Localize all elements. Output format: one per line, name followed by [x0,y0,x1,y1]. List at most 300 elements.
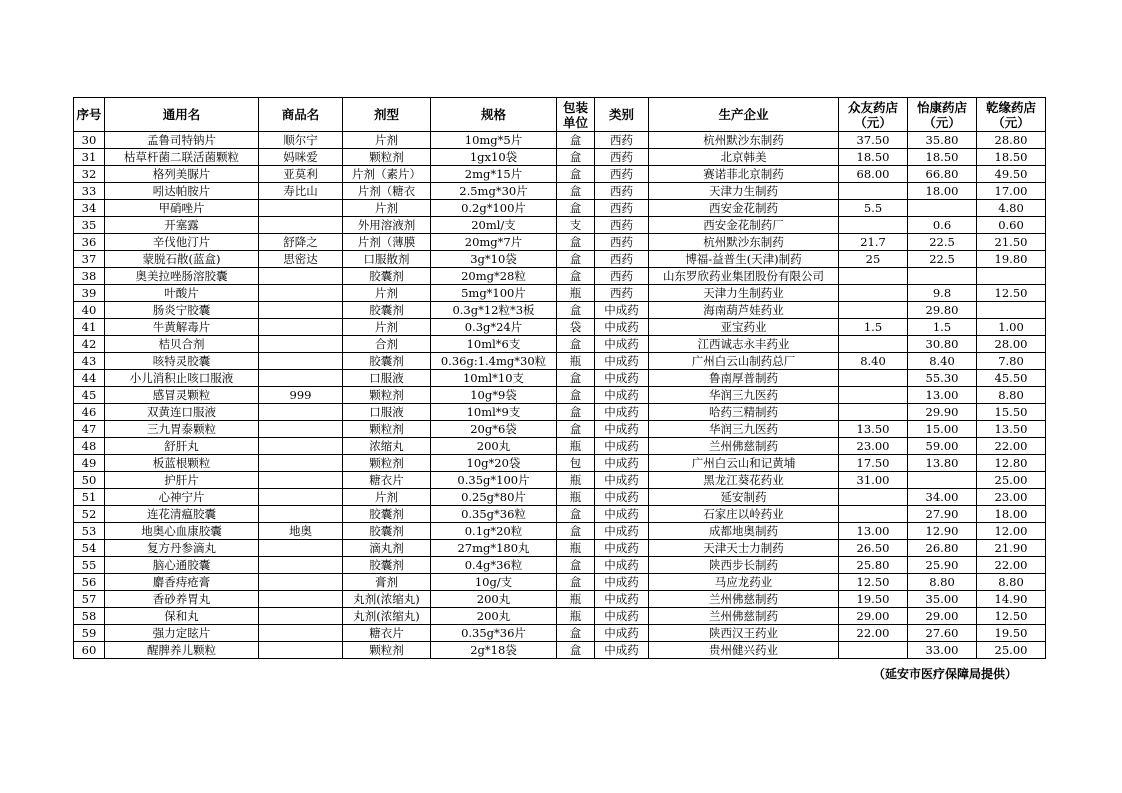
cell-price-qianyuan: 17.00 [977,183,1046,200]
cell-price-qianyuan: 23.00 [977,489,1046,506]
cell-index: 34 [74,200,105,217]
col-header-pack-unit: 包装单位 [557,98,595,132]
cell-price-zhongyou [839,183,908,200]
cell-manufacturer: 华润三九医药 [649,421,839,438]
cell-price-yikang [908,472,977,489]
cell-price-qianyuan: 49.50 [977,166,1046,183]
cell-price-yikang: 29.90 [908,404,977,421]
cell-spec: 27mg*180丸 [431,540,557,557]
cell-category: 中成药 [595,438,649,455]
cell-price-qianyuan: 19.50 [977,625,1046,642]
cell-generic-name: 桔贝合剂 [105,336,259,353]
cell-price-zhongyou: 1.5 [839,319,908,336]
cell-price-qianyuan: 7.80 [977,353,1046,370]
cell-brand-name: 地奥 [259,523,343,540]
cell-generic-name: 麝香痔疮膏 [105,574,259,591]
cell-brand-name [259,608,343,625]
cell-price-yikang: 9.8 [908,285,977,302]
cell-manufacturer: 哈药三精制药 [649,404,839,421]
cell-price-qianyuan: 18.00 [977,506,1046,523]
cell-price-zhongyou: 31.00 [839,472,908,489]
cell-price-zhongyou: 5.5 [839,200,908,217]
cell-spec: 10g/支 [431,574,557,591]
cell-index: 44 [74,370,105,387]
cell-index: 50 [74,472,105,489]
cell-manufacturer: 杭州默沙东制药 [649,234,839,251]
cell-price-qianyuan: 12.00 [977,523,1046,540]
cell-price-zhongyou [839,642,908,659]
table-row [74,234,1046,251]
cell-pack-unit: 瓶 [557,540,595,557]
cell-brand-name [259,353,343,370]
cell-brand-name [259,557,343,574]
cell-index: 51 [74,489,105,506]
cell-index: 41 [74,319,105,336]
cell-price-qianyuan: 15.50 [977,404,1046,421]
cell-index: 48 [74,438,105,455]
cell-price-yikang: 0.6 [908,217,977,234]
cell-brand-name [259,370,343,387]
cell-index: 36 [74,234,105,251]
cell-brand-name [259,302,343,319]
cell-brand-name [259,591,343,608]
cell-manufacturer: 赛诺菲北京制药 [649,166,839,183]
cell-price-yikang: 27.60 [908,625,977,642]
cell-generic-name: 蒙脱石散(蓝盒) [105,251,259,268]
cell-index: 55 [74,557,105,574]
cell-brand-name [259,268,343,285]
cell-pack-unit: 盒 [557,149,595,166]
cell-price-yikang: 18.50 [908,149,977,166]
cell-spec: 200丸 [431,608,557,625]
table-row [74,132,1046,149]
table-row [74,183,1046,200]
cell-dosage-form: 合剂 [343,336,431,353]
cell-category: 中成药 [595,557,649,574]
cell-dosage-form: 胶囊剂 [343,523,431,540]
cell-price-zhongyou: 8.40 [839,353,908,370]
table-body [74,132,1046,659]
cell-dosage-form: 胶囊剂 [343,557,431,574]
cell-category: 中成药 [595,387,649,404]
cell-manufacturer: 马应龙药业 [649,574,839,591]
table-row [74,285,1046,302]
cell-brand-name [259,455,343,472]
cell-category: 西药 [595,268,649,285]
cell-category: 西药 [595,132,649,149]
table-row [74,455,1046,472]
cell-dosage-form: 膏剂 [343,574,431,591]
cell-index: 54 [74,540,105,557]
cell-index: 59 [74,625,105,642]
table-row [74,574,1046,591]
cell-price-yikang: 25.90 [908,557,977,574]
table-row [74,591,1046,608]
table-row [74,438,1046,455]
cell-brand-name [259,421,343,438]
cell-price-qianyuan: 12.50 [977,608,1046,625]
cell-price-zhongyou: 26.50 [839,540,908,557]
cell-spec: 0.4g*36粒 [431,557,557,574]
cell-brand-name [259,506,343,523]
cell-manufacturer: 山东罗欣药业集团股份有限公司 [649,268,839,285]
cell-spec: 2mg*15片 [431,166,557,183]
cell-price-yikang: 29.00 [908,608,977,625]
cell-dosage-form: 糖衣片 [343,472,431,489]
header-row [74,98,1046,132]
cell-brand-name: 思密达 [259,251,343,268]
col-header-manufacturer: 生产企业 [649,98,839,132]
cell-dosage-form: 颗粒剂 [343,455,431,472]
cell-generic-name: 枯草杆菌二联活菌颗粒 [105,149,259,166]
cell-brand-name: 舒降之 [259,234,343,251]
cell-brand-name: 寿比山 [259,183,343,200]
cell-pack-unit: 盒 [557,506,595,523]
cell-pack-unit: 盒 [557,625,595,642]
cell-pack-unit: 盒 [557,251,595,268]
cell-index: 57 [74,591,105,608]
cell-manufacturer: 陕西步长制药 [649,557,839,574]
cell-dosage-form: 颗粒剂 [343,387,431,404]
cell-price-qianyuan: 13.50 [977,421,1046,438]
cell-generic-name: 吲达帕胺片 [105,183,259,200]
cell-price-qianyuan: 45.50 [977,370,1046,387]
cell-price-qianyuan: 28.00 [977,336,1046,353]
cell-generic-name: 孟鲁司特钠片 [105,132,259,149]
cell-dosage-form: 糖衣片 [343,625,431,642]
cell-dosage-form: 片剂 [343,200,431,217]
table-row [74,404,1046,421]
cell-pack-unit: 盒 [557,574,595,591]
cell-category: 西药 [595,251,649,268]
drug-price-table [73,97,1046,659]
cell-pack-unit: 支 [557,217,595,234]
cell-dosage-form: 浓缩丸 [343,438,431,455]
cell-generic-name: 开塞露 [105,217,259,234]
cell-dosage-form: 片剂 [343,319,431,336]
cell-category: 中成药 [595,455,649,472]
cell-spec: 200丸 [431,438,557,455]
cell-dosage-form: 滴丸剂 [343,540,431,557]
cell-pack-unit: 盒 [557,557,595,574]
cell-index: 38 [74,268,105,285]
col-header-generic-name: 通用名 [105,98,259,132]
cell-dosage-form: 口服散剂 [343,251,431,268]
cell-manufacturer: 石家庄以岭药业 [649,506,839,523]
cell-price-zhongyou: 25.80 [839,557,908,574]
cell-spec: 2g*18袋 [431,642,557,659]
cell-price-zhongyou [839,387,908,404]
cell-price-yikang: 26.80 [908,540,977,557]
cell-manufacturer: 兰州佛慈制药 [649,438,839,455]
cell-dosage-form: 丸剂(浓缩丸) [343,591,431,608]
cell-generic-name: 地奥心血康胶囊 [105,523,259,540]
cell-spec: 0.2g*100片 [431,200,557,217]
cell-price-zhongyou: 13.50 [839,421,908,438]
table-row [74,421,1046,438]
cell-category: 中成药 [595,506,649,523]
cell-pack-unit: 盒 [557,132,595,149]
cell-pack-unit: 盒 [557,183,595,200]
cell-brand-name [259,404,343,421]
cell-index: 60 [74,642,105,659]
cell-price-qianyuan: 4.80 [977,200,1046,217]
cell-index: 42 [74,336,105,353]
cell-price-zhongyou: 19.50 [839,591,908,608]
table-row [74,540,1046,557]
cell-generic-name: 格列美脲片 [105,166,259,183]
cell-manufacturer: 天津天士力制药 [649,540,839,557]
cell-price-yikang: 59.00 [908,438,977,455]
cell-price-zhongyou [839,268,908,285]
cell-spec: 5mg*100片 [431,285,557,302]
cell-price-qianyuan: 12.50 [977,285,1046,302]
cell-brand-name [259,574,343,591]
cell-price-yikang: 22.5 [908,234,977,251]
cell-category: 西药 [595,200,649,217]
cell-price-qianyuan: 8.80 [977,574,1046,591]
cell-dosage-form: 胶囊剂 [343,506,431,523]
cell-price-zhongyou [839,489,908,506]
cell-price-qianyuan: 21.50 [977,234,1046,251]
cell-price-qianyuan: 21.90 [977,540,1046,557]
cell-index: 56 [74,574,105,591]
cell-category: 中成药 [595,523,649,540]
cell-pack-unit: 瓶 [557,438,595,455]
cell-price-qianyuan: 8.80 [977,387,1046,404]
cell-price-yikang: 29.80 [908,302,977,319]
cell-price-zhongyou: 17.50 [839,455,908,472]
cell-manufacturer: 亚宝药业 [649,319,839,336]
cell-manufacturer: 天津力生制药业 [649,285,839,302]
cell-pack-unit: 盒 [557,234,595,251]
cell-dosage-form: 胶囊剂 [343,268,431,285]
cell-manufacturer: 海南葫芦娃药业 [649,302,839,319]
cell-spec: 10g*9袋 [431,387,557,404]
cell-manufacturer: 博福-益普生(天津)制药 [649,251,839,268]
cell-price-zhongyou: 23.00 [839,438,908,455]
table-row [74,302,1046,319]
cell-price-zhongyou: 21.7 [839,234,908,251]
cell-spec: 3g*10袋 [431,251,557,268]
cell-manufacturer: 延安制药 [649,489,839,506]
cell-pack-unit: 盒 [557,421,595,438]
cell-dosage-form: 口服液 [343,404,431,421]
cell-spec: 20g*6袋 [431,421,557,438]
col-header-spec: 规格 [431,98,557,132]
cell-spec: 10mg*5片 [431,132,557,149]
cell-category: 中成药 [595,642,649,659]
cell-manufacturer: 天津力生制药 [649,183,839,200]
cell-generic-name: 奥美拉唑肠溶胶囊 [105,268,259,285]
cell-dosage-form: 片剂（薄膜 [343,234,431,251]
cell-price-yikang: 33.00 [908,642,977,659]
cell-index: 31 [74,149,105,166]
cell-index: 30 [74,132,105,149]
cell-price-yikang: 34.00 [908,489,977,506]
cell-category: 西药 [595,285,649,302]
cell-pack-unit: 瓶 [557,353,595,370]
cell-price-qianyuan: 0.60 [977,217,1046,234]
cell-manufacturer: 北京韩美 [649,149,839,166]
col-header-index: 序号 [74,98,105,132]
cell-generic-name: 香砂养胃丸 [105,591,259,608]
cell-price-zhongyou: 37.50 [839,132,908,149]
cell-price-zhongyou [839,370,908,387]
cell-price-yikang: 22.5 [908,251,977,268]
cell-spec: 0.35g*100片 [431,472,557,489]
cell-pack-unit: 瓶 [557,489,595,506]
cell-price-zhongyou: 12.50 [839,574,908,591]
cell-manufacturer: 西安金花制药 [649,200,839,217]
cell-pack-unit: 袋 [557,319,595,336]
cell-brand-name [259,200,343,217]
cell-pack-unit: 盒 [557,200,595,217]
cell-manufacturer: 成都地奥制药 [649,523,839,540]
cell-manufacturer: 江西诚志永丰药业 [649,336,839,353]
table-row [74,370,1046,387]
cell-price-qianyuan: 28.80 [977,132,1046,149]
cell-pack-unit: 盒 [557,523,595,540]
cell-spec: 20mg*7片 [431,234,557,251]
table-row [74,268,1046,285]
cell-dosage-form: 胶囊剂 [343,353,431,370]
cell-price-qianyuan: 12.80 [977,455,1046,472]
cell-generic-name: 脑心通胶囊 [105,557,259,574]
source-note: （延安市医疗保障局提供） [872,667,1017,681]
cell-dosage-form: 片剂（素片） [343,166,431,183]
cell-spec: 0.1g*20粒 [431,523,557,540]
cell-price-yikang: 35.00 [908,591,977,608]
cell-manufacturer: 贵州健兴药业 [649,642,839,659]
cell-spec: 0.35g*36片 [431,625,557,642]
cell-spec: 10ml*9支 [431,404,557,421]
table-row [74,642,1046,659]
cell-pack-unit: 盒 [557,302,595,319]
cell-generic-name: 三九胃泰颗粒 [105,421,259,438]
cell-generic-name: 叶酸片 [105,285,259,302]
cell-price-zhongyou: 25 [839,251,908,268]
cell-dosage-form: 片剂 [343,489,431,506]
cell-pack-unit: 盒 [557,268,595,285]
cell-brand-name [259,472,343,489]
cell-manufacturer: 黑龙江葵花药业 [649,472,839,489]
table-row [74,319,1046,336]
table-row [74,353,1046,370]
cell-generic-name: 保和丸 [105,608,259,625]
cell-pack-unit: 盒 [557,387,595,404]
cell-manufacturer: 广州白云山和记黄埔 [649,455,839,472]
cell-pack-unit: 盒 [557,166,595,183]
cell-spec: 10g*20袋 [431,455,557,472]
cell-spec: 2.5mg*30片 [431,183,557,200]
table-row [74,251,1046,268]
col-header-category: 类别 [595,98,649,132]
cell-index: 53 [74,523,105,540]
cell-index: 58 [74,608,105,625]
cell-pack-unit: 瓶 [557,608,595,625]
cell-pack-unit: 盒 [557,404,595,421]
cell-index: 40 [74,302,105,319]
cell-brand-name: 妈咪爱 [259,149,343,166]
cell-generic-name: 甲硝唑片 [105,200,259,217]
cell-category: 中成药 [595,421,649,438]
cell-price-yikang: 35.80 [908,132,977,149]
table-row [74,149,1046,166]
cell-price-yikang: 13.80 [908,455,977,472]
cell-brand-name [259,319,343,336]
cell-spec: 1gx10袋 [431,149,557,166]
cell-dosage-form: 颗粒剂 [343,149,431,166]
cell-brand-name: 顺尔宁 [259,132,343,149]
cell-spec: 20ml/支 [431,217,557,234]
cell-pack-unit: 盒 [557,642,595,659]
cell-generic-name: 板蓝根颗粒 [105,455,259,472]
cell-dosage-form: 片剂 [343,132,431,149]
cell-dosage-form: 胶囊剂 [343,302,431,319]
cell-brand-name [259,489,343,506]
cell-price-zhongyou: 68.00 [839,166,908,183]
cell-spec: 0.36g:1.4mg*30粒 [431,353,557,370]
cell-pack-unit: 瓶 [557,472,595,489]
cell-generic-name: 肠炎宁胶囊 [105,302,259,319]
cell-category: 中成药 [595,591,649,608]
cell-brand-name [259,642,343,659]
cell-price-qianyuan [977,268,1046,285]
cell-brand-name [259,336,343,353]
cell-dosage-form: 颗粒剂 [343,421,431,438]
cell-generic-name: 双黄连口服液 [105,404,259,421]
cell-manufacturer: 西安金花制药厂 [649,217,839,234]
cell-index: 49 [74,455,105,472]
table-row [74,387,1046,404]
cell-generic-name: 小儿消积止咳口服液 [105,370,259,387]
table-row [74,489,1046,506]
cell-price-yikang: 27.90 [908,506,977,523]
table-row [74,625,1046,642]
table-row [74,608,1046,625]
cell-manufacturer: 广州白云山制药总厂 [649,353,839,370]
cell-category: 中成药 [595,608,649,625]
table-row [74,506,1046,523]
cell-dosage-form: 口服液 [343,370,431,387]
cell-spec: 10ml*10支 [431,370,557,387]
cell-category: 中成药 [595,302,649,319]
cell-category: 西药 [595,166,649,183]
table-row [74,217,1046,234]
cell-brand-name [259,540,343,557]
cell-category: 中成药 [595,472,649,489]
col-header-dosage-form: 剂型 [343,98,431,132]
cell-price-yikang: 18.00 [908,183,977,200]
table-row [74,523,1046,540]
cell-price-zhongyou [839,285,908,302]
cell-price-yikang: 15.00 [908,421,977,438]
cell-index: 33 [74,183,105,200]
cell-brand-name [259,217,343,234]
cell-category: 中成药 [595,319,649,336]
cell-category: 中成药 [595,540,649,557]
cell-pack-unit: 瓶 [557,591,595,608]
cell-dosage-form: 片剂 [343,285,431,302]
cell-price-qianyuan: 22.00 [977,557,1046,574]
cell-manufacturer: 鲁南厚普制药 [649,370,839,387]
cell-category: 西药 [595,183,649,200]
cell-generic-name: 牛黄解毒片 [105,319,259,336]
cell-index: 46 [74,404,105,421]
cell-manufacturer: 杭州默沙东制药 [649,132,839,149]
cell-price-yikang: 1.5 [908,319,977,336]
